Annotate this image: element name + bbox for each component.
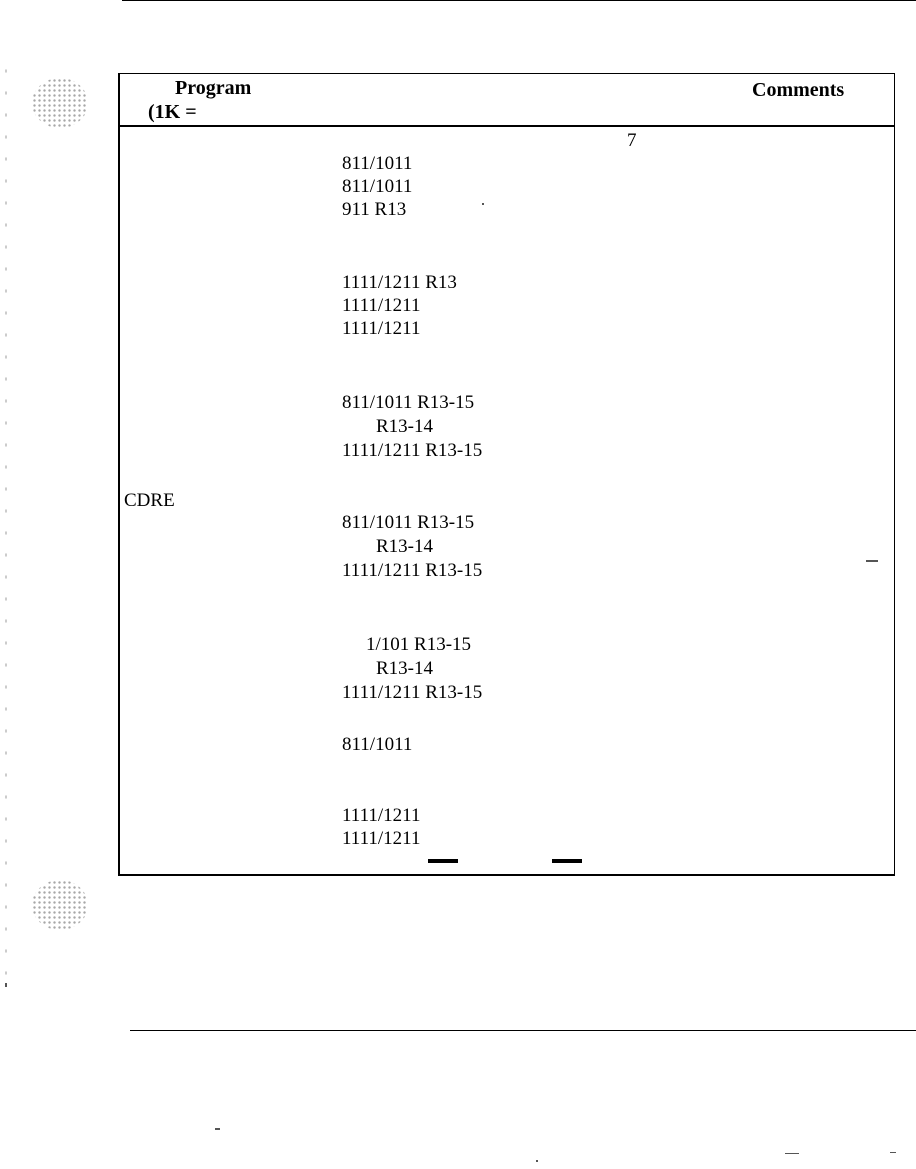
program-header: Program [175, 77, 252, 99]
program-entry: 1111/1211 [342, 295, 421, 316]
left-margin-speckle [0, 60, 12, 980]
speck [785, 1153, 799, 1154]
program-entry: 1111/1211 [342, 318, 421, 339]
program-entry: 1111/1211 [342, 828, 421, 849]
binder-hole-bottom [32, 880, 88, 930]
program-entry: 1/101 R13-15 [366, 634, 472, 655]
page-marker: 7 [627, 130, 637, 151]
table-top-border [118, 73, 895, 74]
program-entry: 811/1011 R13-15 [342, 392, 475, 413]
speck [536, 1160, 538, 1162]
speck [482, 203, 484, 205]
program-entry: 1111/1211 R13-15 [342, 560, 483, 581]
speck [890, 1152, 896, 1153]
footer-rule [130, 1030, 916, 1031]
binder-hole-top [32, 78, 88, 128]
memory-note: (1K = [148, 101, 197, 123]
program-entry: R13-14 [376, 416, 433, 437]
header-divider [118, 125, 895, 127]
table-bottom-border [118, 874, 895, 876]
table-right-border [894, 73, 895, 876]
speck [866, 560, 878, 562]
program-entry: 911 R13 [342, 199, 407, 220]
program-entry: 811/1011 R13-15 [342, 512, 475, 533]
program-entry: 811/1011 [342, 153, 413, 174]
program-entry: 1111/1211 R13-15 [342, 440, 483, 461]
comments-header: Comments [752, 79, 845, 101]
program-entry: 1111/1211 R13 [342, 272, 457, 293]
dash-mark [428, 859, 458, 863]
cdre-label: CDRE [124, 490, 175, 511]
program-entry: 1111/1211 [342, 805, 421, 826]
program-entry: 811/1011 [342, 176, 413, 197]
speck [5, 983, 7, 987]
top-rule [122, 0, 916, 1]
program-entry: 1111/1211 R13-15 [342, 682, 483, 703]
program-entry: 811/1011 [342, 734, 413, 755]
program-entry: R13-14 [376, 536, 433, 557]
program-entry: R13-14 [376, 658, 433, 679]
table-left-border [118, 73, 120, 876]
dash-mark [552, 859, 582, 863]
speck [215, 1128, 220, 1130]
